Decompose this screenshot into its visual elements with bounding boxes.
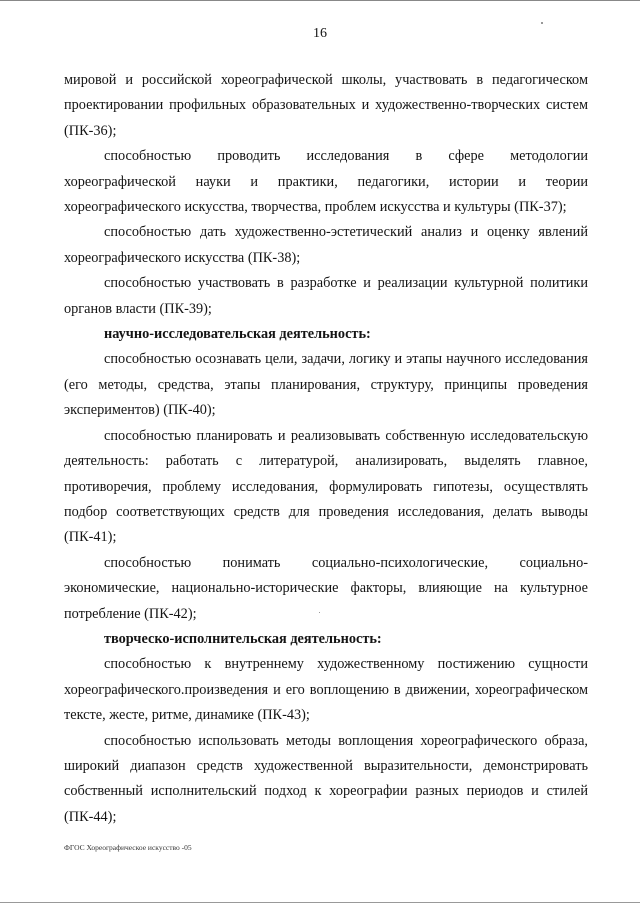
paragraph: способностью использовать методы воплощения хореографического образа, широкий диапазон средств художественной выразительности, демонстрировать собственный исполнительский подход к хореографии разных периодов и стилей (ПК-44); — [64, 732, 588, 825]
paragraph: способностью планировать и реализовывать собственную исследовательскую деятельность: работать с литературой, анализировать, выделять главное, противоречия, проблему исследования, формулировать гипотезы, осуществлять подбор соответствующих средств для проведения исследования, делать выводы (ПК-41); — [64, 427, 588, 546]
paragraph: способностью к внутреннему художественному постижению сущности хореографического.произведения и его воплощению в движении, хореографическом тексте, жесте, ритме, динамике (ПК-43); — [64, 656, 588, 724]
section-heading: научно-исследовательская деятельность: — [104, 326, 371, 343]
paragraph: мировой и российской хореографической школы, участвовать в педагогическом проектировании профильных образовательных и художественно-творческих систем (ПК-36); — [64, 72, 588, 139]
page-footer: ФГОС Хореографическое искусство -05 — [64, 843, 192, 852]
paragraph: способностью проводить исследования в сфере методологии хореографической науки и практики, педагогики, истории и теории хореографического искусства, творчества, проблем искусства и культуры (ПК-37); — [64, 148, 588, 216]
page-number: 16 — [313, 26, 327, 41]
scan-edge-top — [0, 0, 640, 1]
paragraph: способностью осознавать цели, задачи, логику и этапы научного исследования (его методы, средства, этапы планирования, структуру, принципы проведения экспериментов) (ПК-40); — [64, 351, 588, 419]
paragraph: способностью понимать социально-психологические, социально-экономические, национально-исторические факторы, влияющие на культурное потребление (ПК-42); — [64, 554, 588, 622]
document-body — [64, 68, 588, 830]
section-heading: творческо-исполнительская деятельность: — [104, 630, 382, 647]
paragraph: способностью участвовать в разработке и реализации культурной политики органов власти (ПК-39); — [64, 275, 588, 317]
scan-speck — [541, 22, 543, 24]
scan-edge-bottom — [0, 902, 640, 903]
paragraph: способностью дать художественно-эстетический анализ и оценку явлений хореографического искусства (ПК-38); — [64, 224, 588, 266]
